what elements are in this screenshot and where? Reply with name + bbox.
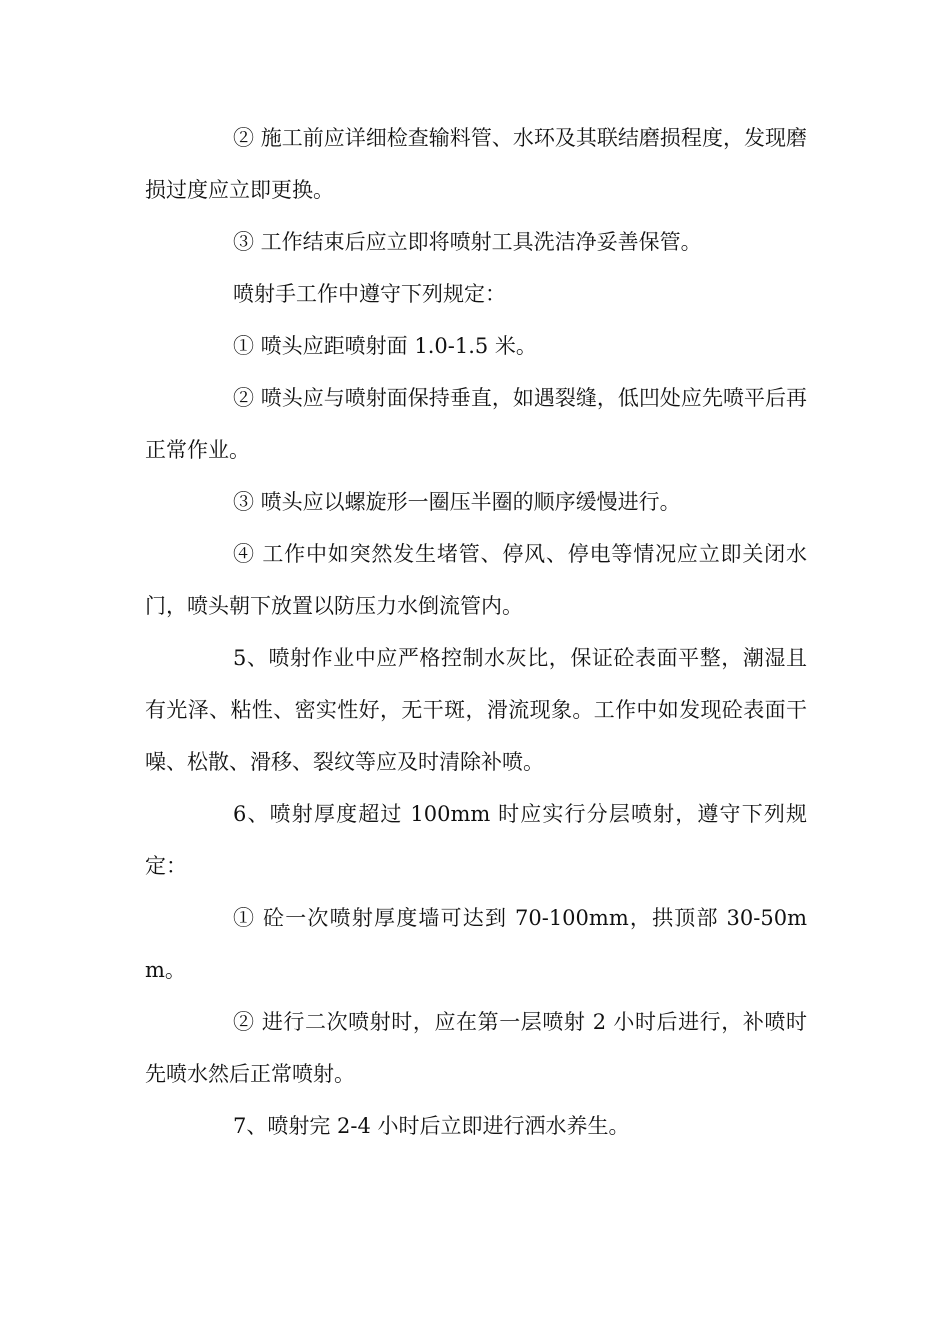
paragraph-clean-tools: ③ 工作结束后应立即将喷射工具洗洁净妥善保管。 xyxy=(233,230,702,254)
document-body xyxy=(145,112,807,1152)
paragraph-layered-spraying: 6、喷射厚度超过 100mm 时应实行分层喷射，遵守下列规定： xyxy=(145,802,807,878)
paragraph-sprayer-rules-heading: 喷射手工作中遵守下列规定： xyxy=(233,282,506,306)
paragraph-nozzle-distance: ① 喷头应距喷射面 1.0-1.5 米。 xyxy=(233,334,537,358)
paragraph-water-cement-ratio: 5、喷射作业中应严格控制水灰比，保证砼表面平整，潮湿且有光泽、粘性、密实性好，无干斑，滑流现象。工作中如发现砼表面干噪、松散、滑移、裂纹等应及时清除补喷。 xyxy=(145,646,807,774)
paragraph-inspect-pipes: ② 施工前应详细检查输料管、水环及其联结磨损程度，发现磨损过度应立即更换。 xyxy=(145,126,807,202)
paragraph-second-spray: ② 进行二次喷射时，应在第一层喷射 2 小时后进行，补喷时先喷水然后正常喷射。 xyxy=(145,1010,807,1086)
paragraph-layer-thickness: ① 砼一次喷射厚度墙可达到 70-100mm，拱顶部 30-50mm。 xyxy=(145,906,807,982)
paragraph-emergency-shutoff: ④ 工作中如突然发生堵管、停风、停电等情况应立即关闭水门，喷头朝下放置以防压力水倒流管内。 xyxy=(145,542,807,618)
paragraph-spiral-motion: ③ 喷头应以螺旋形一圈压半圈的顺序缓慢进行。 xyxy=(233,490,681,514)
paragraph-curing: 7、喷射完 2-4 小时后立即进行洒水养生。 xyxy=(233,1114,630,1138)
paragraph-nozzle-perpendicular: ② 喷头应与喷射面保持垂直，如遇裂缝，低凹处应先喷平后再正常作业。 xyxy=(145,386,807,462)
